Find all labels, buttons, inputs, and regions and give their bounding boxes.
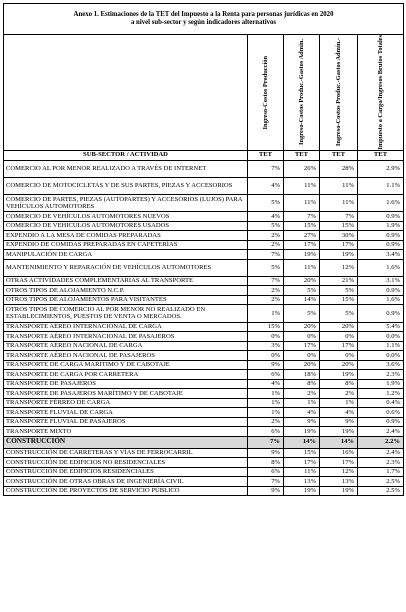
tet-value-4: 2.3% xyxy=(358,458,404,468)
tet-value-4: 2.4% xyxy=(358,427,404,437)
tet-value-1: 7% xyxy=(248,160,284,177)
tet-value-4: 0.6% xyxy=(358,408,404,418)
tet-value-4: 2.2% xyxy=(358,436,404,448)
tet-value-1: 2% xyxy=(248,286,284,296)
tet-value-2: 0% xyxy=(284,351,320,361)
tet-value-1: 1% xyxy=(248,408,284,418)
row-label: TRANSPORTE AÉREO INTERNACIONAL DE PASAJEROS xyxy=(4,332,248,342)
tet-value-3: 17% xyxy=(320,240,358,250)
tet-value-3: 9% xyxy=(320,417,358,427)
tet-value-3: 28% xyxy=(320,160,358,177)
row-label: TRANSPORTE MIXTO xyxy=(4,427,248,437)
row-label: OTROS TIPOS DE ALOJAMIENTO N.C.P. xyxy=(4,286,248,296)
row-label: CONSTRUCCIÓN DE CARRETERAS Y VÍAS DE FERROCARRIL xyxy=(4,448,248,458)
indicator-header-4: Impuesto a Cargo/Ingresos Brutos Totales xyxy=(358,35,404,151)
tet-value-1: 1% xyxy=(248,398,284,408)
row-label: MANTENIMIENTO Y REPARACIÓN DE VEHÍCULOS AUTOMOTORES xyxy=(4,259,248,276)
tet-value-1: 3% xyxy=(248,341,284,351)
tet-value-2: 11% xyxy=(284,177,320,194)
tet-header-4: TET xyxy=(358,150,404,160)
row-label: OTRAS ACTIVIDADES COMPLEMENTARIAS AL TRANSPORTE xyxy=(4,276,248,286)
tet-value-2: 19% xyxy=(284,250,320,260)
table-row xyxy=(4,221,404,231)
row-label: TRANSPORTE AÉREO NACIONAL DE PASAJEROS xyxy=(4,351,248,361)
tet-value-3: 19% xyxy=(320,427,358,437)
tet-value-3: 0% xyxy=(320,332,358,342)
tet-value-4: 3.1% xyxy=(358,276,404,286)
table-row xyxy=(4,295,404,305)
tet-value-4: 0.9% xyxy=(358,286,404,296)
table-row xyxy=(4,370,404,380)
table-row xyxy=(4,322,404,332)
column-header-row xyxy=(4,150,404,160)
tet-value-1: 5% xyxy=(248,194,284,211)
row-label: OTROS TIPOS DE ALOJAMIENTOS PARA VISITANTES xyxy=(4,295,248,305)
table-row xyxy=(4,341,404,351)
table-row xyxy=(4,360,404,370)
table-row xyxy=(4,160,404,177)
tet-value-2: 4% xyxy=(284,408,320,418)
table-row-summary xyxy=(4,436,404,448)
row-label: COMERCIO AL POR MENOR REALIZADO A TRAVÉS DE INTERNET xyxy=(4,160,248,177)
tet-value-3: 20% xyxy=(320,322,358,332)
table-row xyxy=(4,477,404,487)
tet-value-3: 12% xyxy=(320,259,358,276)
tet-value-1: 6% xyxy=(248,467,284,477)
table-row xyxy=(4,467,404,477)
tet-value-4: 0.9% xyxy=(358,417,404,427)
tet-value-1: 8% xyxy=(248,458,284,468)
tet-value-1: 5% xyxy=(248,221,284,231)
row-label: EXPENDIO DE COMIDAS PREPARADAS EN CAFETERÍAS xyxy=(4,240,248,250)
tet-value-3: 5% xyxy=(320,305,358,322)
tet-value-2: 2% xyxy=(284,389,320,399)
table-title-line2: a nivel sub-sector y según indicadores alternativos xyxy=(130,19,277,26)
tet-value-4: 3.4% xyxy=(358,250,404,260)
tet-value-1: 0% xyxy=(248,332,284,342)
row-label: TRANSPORTE DE CARGA POR CARRETERA xyxy=(4,370,248,380)
tet-value-4: 1.9% xyxy=(358,379,404,389)
tet-value-2: 7% xyxy=(284,212,320,222)
indicator-header-1: Ingreso-Costos Producción xyxy=(248,35,284,151)
tet-value-3: 11% xyxy=(320,177,358,194)
tet-value-2: 15% xyxy=(284,221,320,231)
row-label: TRANSPORTE FÉRREO DE CARGA xyxy=(4,398,248,408)
tet-value-1: 9% xyxy=(248,360,284,370)
tet-value-4: 0.9% xyxy=(358,231,404,241)
table-row xyxy=(4,389,404,399)
tet-header-3: TET xyxy=(320,150,358,160)
table-row xyxy=(4,458,404,468)
table-row xyxy=(4,212,404,222)
tet-value-1: 1% xyxy=(248,389,284,399)
tet-value-2: 26% xyxy=(284,160,320,177)
tet-value-4: 0.0% xyxy=(358,332,404,342)
tet-value-2: 11% xyxy=(284,259,320,276)
tet-value-4: 2.5% xyxy=(358,477,404,487)
tet-value-4: 0.0% xyxy=(358,351,404,361)
tet-value-3: 14% xyxy=(320,436,358,448)
tet-value-4: 1.2% xyxy=(358,389,404,399)
row-label: CONSTRUCCIÓN DE EDIFICIOS NO RESIDENCIALES xyxy=(4,458,248,468)
tet-value-4: 0.9% xyxy=(358,305,404,322)
tet-header-1: TET xyxy=(248,150,284,160)
title-row xyxy=(4,4,404,35)
row-label: TRANSPORTE AÉREO INTERNACIONAL DE CARGA xyxy=(4,322,248,332)
row-label: OTROS TIPOS DE COMERCIO AL POR MENOR NO REALIZADO EN ESTABLECIMIENTOS, PUESTOS DE VENTA O MERCADOS. xyxy=(4,305,248,322)
tet-header-2: TET xyxy=(284,150,320,160)
tet-value-1: 7% xyxy=(248,250,284,260)
tet-value-1: 0% xyxy=(248,351,284,361)
tet-value-3: 2% xyxy=(320,389,358,399)
tet-value-1: 4% xyxy=(248,212,284,222)
tet-value-4: 2.9% xyxy=(358,160,404,177)
row-label: MANIPULACIÓN DE CARGA xyxy=(4,250,248,260)
row-label: COMERCIO DE VEHÍCULOS AUTOMOTORES USADOS xyxy=(4,221,248,231)
tet-value-1: 1% xyxy=(248,305,284,322)
tet-value-2: 13% xyxy=(284,477,320,487)
tet-value-1: 4% xyxy=(248,379,284,389)
tet-value-3: 17% xyxy=(320,341,358,351)
tet-value-2: 0% xyxy=(284,332,320,342)
table-row xyxy=(4,276,404,286)
tet-value-3: 0% xyxy=(320,351,358,361)
tet-value-1: 7% xyxy=(248,477,284,487)
tet-value-1: 6% xyxy=(248,427,284,437)
tet-value-1: 5% xyxy=(248,259,284,276)
indicator-header-blank xyxy=(4,35,248,151)
table-row xyxy=(4,231,404,241)
row-label: COMERCIO DE MOTOCICLETAS Y DE SUS PARTES, PIEZAS Y ACCESORIOS xyxy=(4,177,248,194)
row-label: CONSTRUCCIÓN xyxy=(4,436,248,448)
tet-value-2: 15% xyxy=(284,448,320,458)
table-row xyxy=(4,177,404,194)
row-label: CONSTRUCCIÓN DE PROYECTOS DE SERVICIO PÚBLICO xyxy=(4,486,248,496)
tet-value-3: 19% xyxy=(320,370,358,380)
tet-value-3: 21% xyxy=(320,276,358,286)
tet-value-1: 2% xyxy=(248,231,284,241)
tet-value-2: 11% xyxy=(284,467,320,477)
table-row xyxy=(4,398,404,408)
table-body xyxy=(4,160,404,495)
tet-value-4: 1.9% xyxy=(358,221,404,231)
table-row xyxy=(4,259,404,276)
tet-value-1: 2% xyxy=(248,295,284,305)
tet-value-4: 1.6% xyxy=(358,295,404,305)
table-row xyxy=(4,448,404,458)
tet-value-4: 2.4% xyxy=(358,448,404,458)
tet-value-1: 4% xyxy=(248,177,284,194)
table-row xyxy=(4,332,404,342)
table-row xyxy=(4,486,404,496)
tet-value-4: 1.1% xyxy=(358,341,404,351)
tet-value-2: 19% xyxy=(284,427,320,437)
tet-value-2: 27% xyxy=(284,231,320,241)
tet-value-2: 8% xyxy=(284,379,320,389)
table-row xyxy=(4,305,404,322)
tet-value-3: 19% xyxy=(320,250,358,260)
tet-value-3: 16% xyxy=(320,448,358,458)
tet-value-1: 9% xyxy=(248,486,284,496)
row-label: TRANSPORTE AÉREO NACIONAL DE CARGA xyxy=(4,341,248,351)
tet-value-2: 9% xyxy=(284,417,320,427)
tet-value-4: 1.7% xyxy=(358,467,404,477)
tet-value-1: 7% xyxy=(248,276,284,286)
tet-value-2: 19% xyxy=(284,486,320,496)
tet-value-2: 18% xyxy=(284,370,320,380)
table-row xyxy=(4,417,404,427)
tet-value-3: 17% xyxy=(320,458,358,468)
row-label: TRANSPORTE FLUVIAL DE CARGA xyxy=(4,408,248,418)
tet-value-3: 7% xyxy=(320,212,358,222)
tet-value-1: 2% xyxy=(248,240,284,250)
table-row xyxy=(4,194,404,211)
row-label: EXPENDIO A LA MESA DE COMIDAS PREPARADAS xyxy=(4,231,248,241)
tet-value-3: 1% xyxy=(320,398,358,408)
row-label: CONSTRUCCIÓN DE OTRAS OBRAS DE INGENIERÍA CIVIL xyxy=(4,477,248,487)
tet-value-2: 5% xyxy=(284,286,320,296)
table-title xyxy=(4,4,404,35)
tet-value-3: 4% xyxy=(320,408,358,418)
tet-value-1: 7% xyxy=(248,436,284,448)
subsector-header: SUB-SECTOR / ACTIVIDAD xyxy=(4,150,248,160)
tet-value-4: 0.9% xyxy=(358,240,404,250)
tet-value-2: 5% xyxy=(284,305,320,322)
table-row xyxy=(4,408,404,418)
tet-value-2: 11% xyxy=(284,194,320,211)
tet-value-3: 15% xyxy=(320,295,358,305)
row-label: COMERCIO DE VEHÍCULOS AUTOMOTORES NUEVOS xyxy=(4,212,248,222)
tet-value-2: 14% xyxy=(284,436,320,448)
tet-value-4: 1.6% xyxy=(358,194,404,211)
tet-value-2: 14% xyxy=(284,295,320,305)
tet-value-4: 1.6% xyxy=(358,259,404,276)
tet-value-1: 15% xyxy=(248,322,284,332)
row-label: TRANSPORTE DE CARGA MARÍTIMO Y DE CABOTAJE xyxy=(4,360,248,370)
tet-value-3: 8% xyxy=(320,379,358,389)
tet-value-3: 12% xyxy=(320,467,358,477)
tet-value-2: 20% xyxy=(284,276,320,286)
tet-value-4: 1.1% xyxy=(358,177,404,194)
tet-value-3: 15% xyxy=(320,221,358,231)
indicator-header-row xyxy=(4,35,404,151)
row-label: TRANSPORTE DE PASAJEROS MARÍTIMO Y DE CABOTAJE xyxy=(4,389,248,399)
table-row xyxy=(4,379,404,389)
tet-value-3: 5% xyxy=(320,286,358,296)
tet-value-1: 2% xyxy=(248,417,284,427)
tet-value-2: 1% xyxy=(284,398,320,408)
indicator-header-3: Ingreso-Costos Produc.-Gastos Admin.- xyxy=(320,35,358,151)
tet-value-1: 9% xyxy=(248,448,284,458)
tet-value-2: 20% xyxy=(284,360,320,370)
table-row xyxy=(4,351,404,361)
table-row xyxy=(4,427,404,437)
tet-value-3: 13% xyxy=(320,477,358,487)
tet-value-3: 19% xyxy=(320,486,358,496)
row-label: CONSTRUCCIÓN DE EDIFICIOS RESIDENCIALES xyxy=(4,467,248,477)
row-label: COMERCIO DE PARTES, PIEZAS (AUTOPARTES) Y ACCESORIOS (LUJOS) PARA VEHÍCULOS AUTOMOTORES xyxy=(4,194,248,211)
tet-value-4: 2.5% xyxy=(358,486,404,496)
document-page xyxy=(3,3,403,496)
indicator-header-2: Ingreso-Costos Produc.-Gastos Admin. xyxy=(284,35,320,151)
table-row xyxy=(4,240,404,250)
table-title-line1: Anexo 1. Estimaciones de la TET del Impuesto a la Renta para personas jurídicas en 2020 xyxy=(73,11,334,18)
tet-value-2: 17% xyxy=(284,458,320,468)
table-row xyxy=(4,286,404,296)
tet-value-2: 17% xyxy=(284,240,320,250)
tet-value-3: 30% xyxy=(320,231,358,241)
table-row xyxy=(4,250,404,260)
row-label: TRANSPORTE FLUVIAL DE PASAJEROS xyxy=(4,417,248,427)
tet-value-2: 20% xyxy=(284,322,320,332)
tet-value-4: 2.3% xyxy=(358,370,404,380)
tet-value-4: 0.4% xyxy=(358,398,404,408)
tet-value-4: 5.4% xyxy=(358,322,404,332)
tet-value-1: 6% xyxy=(248,370,284,380)
tet-value-3: 20% xyxy=(320,360,358,370)
tet-value-3: 11% xyxy=(320,194,358,211)
tet-value-4: 3.6% xyxy=(358,360,404,370)
tet-value-4: 0.9% xyxy=(358,212,404,222)
tet-value-2: 17% xyxy=(284,341,320,351)
row-label: TRANSPORTE DE PASAJEROS xyxy=(4,379,248,389)
tet-table xyxy=(3,3,404,496)
